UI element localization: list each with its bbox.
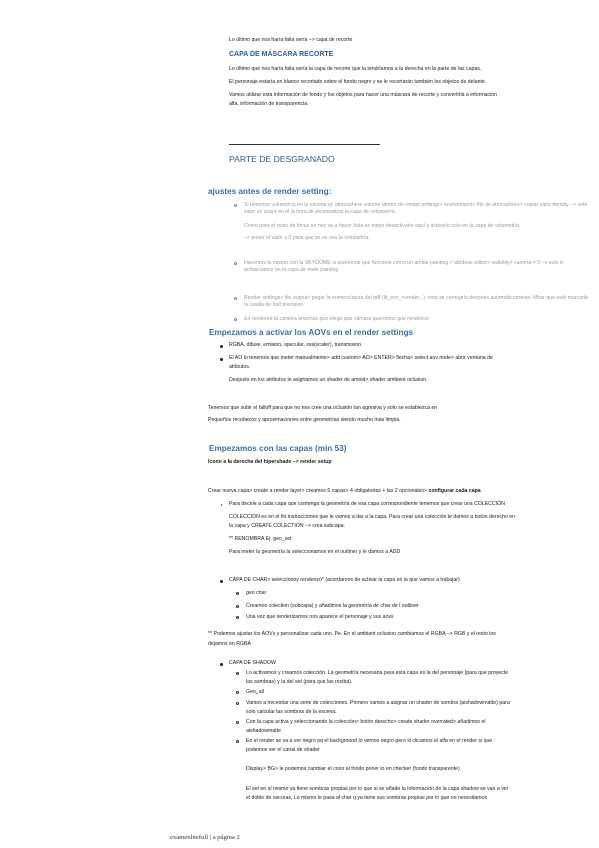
- hollow-bullet-icon: [234, 297, 237, 300]
- capa-shadow-item: podemos ver el canal de shader: [246, 747, 320, 753]
- aov-bullet: RGBA, difuse, emision, specular, sss(scater), transmision: [229, 342, 362, 348]
- heading-aovs: Empezamos a activar los AOVs en el render settings: [209, 328, 414, 337]
- capa-shadow-item: En el render se va a ver negro pq el background lo vemos negro pero si clicamos el alfa en el render si que: [246, 738, 493, 744]
- capa-char-item: geo char: [246, 590, 267, 596]
- aov-bullet: Después en los atributos le asignamos un shader de amoid> shader ambient oclusion.: [229, 377, 428, 383]
- capas-paragraph: la capa y CREATE COLECTION –> crea subcapa.: [229, 523, 345, 529]
- capa-char-item: Creamos colection (subcapa) y añadimos la geometría de char de l outliner: [246, 603, 419, 609]
- heading-capa-mascara: CAPA DE MÁSCARA RECORTE: [229, 51, 334, 58]
- capa-shadow-item: Vamos a necesitar una serie de colecciones. Primero vamos a asignar un shader de sombra (aishadowmatte) para: [246, 700, 510, 706]
- intro-line: alfa, información de transparencia.: [229, 101, 309, 107]
- capa-shadow-item: Con la capa activa y seleccionando la colección> botón derecho> create shader overrated> añadimos el: [246, 719, 486, 725]
- capa-shadow-item: Lo activamos y creamos colección. La geometría necesaria para esta capa es la del personaje (para que proyecte: [246, 670, 509, 676]
- bullet-icon: [220, 345, 223, 348]
- hollow-bullet-icon: [236, 721, 239, 724]
- hollow-bullet-icon: [234, 318, 237, 321]
- heading-render-settings: ajustes antes de render setting:: [208, 187, 332, 196]
- hollow-bullet-icon: [236, 616, 239, 619]
- arrow-bullet-icon: [221, 504, 223, 506]
- create-layer-line: [208, 488, 481, 495]
- subheading-render-setup: Icono a la derecha del hipershade –> render setup: [208, 459, 332, 465]
- aov-note: Tenemos que subir el falloff para que no nos cree una oclusión tan agresiva y solo se establezca en: [208, 405, 438, 411]
- capa-char-bullet: CAPA DE CHAR> seleccionoy renderizo* (acordarnos de activar la capa en la que vamos a trabajar): [229, 577, 460, 583]
- capas-paragraph: Para decirle a cada capa que contenga la geometría de esa capa correspondiente tenemos que crear una COLECCIÓN: [229, 501, 505, 507]
- hollow-bullet-icon: [234, 262, 237, 265]
- hollow-bullet-icon: [234, 204, 237, 207]
- hollow-bullet-icon: [236, 672, 239, 675]
- capa-shadow-display: Display> BG> le podemos cambiar el color al fondo poner lo en checker (fondo transparente): [246, 766, 460, 772]
- separator-rule: [229, 144, 380, 145]
- intro-line: Lo último que nos haría falta sería –> capa de recorte: [229, 37, 353, 43]
- render-setting-item: En rendered la cámera tenemos que elegir que cámara queremos que renderice: [244, 316, 429, 322]
- hollow-bullet-icon: [236, 592, 239, 595]
- capas-paragraph: Para meter la geometría la seleccionamos en el outliner y le damos a ADD: [229, 549, 401, 555]
- hollow-bullet-icon: [236, 691, 239, 694]
- capa-shadow-note: El set en sí mismo ya tiene sombras propias por lo que si se añade la información de la capa shadow se van a ver: [246, 786, 509, 792]
- aov-bullet: El AO lo tenemos que meter manualmente> add custom> AO> ENTER> flecha> select aov node> abrir ventana de: [229, 355, 493, 361]
- aov-note: Pequeños recobecos y aproximaciones entre geometrías siendo mucho más limpia.: [208, 417, 401, 423]
- bullet-icon: [220, 580, 223, 583]
- render-setting-item: Hacemos lo mismo con la SKYDOME si queremos que funcione como un ambie painting > attribute editor> visibility> camera = 0 –> solo lo activaríamos en la capa de male painting: [244, 260, 564, 273]
- intro-line: Vamos utilizar esta información de fondo y los objetos para hacer una máscara de recorte y convertirla a información: [229, 92, 498, 98]
- hollow-bullet-icon: [236, 740, 239, 743]
- capa-shadow-bullet: CAPA DE SHADOW: [229, 660, 276, 666]
- capa-shadow-note: el doble de oscuras, Lo mismo le pasa al char q ya tiene sus sombras propias por lo que no necesitamos: [246, 795, 488, 801]
- render-setting-item: Render settings> file output> pegar la nomenclatura del pdf (lit_scn_<render...), esto se corregiría después automáticamente. Mirar que esté marcada la casilla de half precision: [244, 295, 588, 308]
- create-layer-text: Crear nueva capa> create a render layer> creamos 6 capas> 4 obligatorias + las 2 opcionales>: [208, 488, 429, 494]
- hollow-bullet-icon: [236, 702, 239, 705]
- aov-bullet: atributos.: [229, 364, 251, 370]
- capas-paragraph: COLECCIÓN es en el fin instrucciones que le vamos a dar a la capa. Para crear una colección le damos a botón derecho en: [229, 514, 516, 520]
- section-title-desgranado: PARTE DE DESGRANADO: [229, 154, 335, 164]
- capas-rename: ** RENOMBRA Ej: geo_set: [229, 536, 292, 542]
- capa-char-item: Una vez que renderizamos nos aparece el personaje y sus aovs: [246, 614, 394, 620]
- intro-line: El personaje estaría en blanco recortado sobre el fondo negro y se le recortarán también los objetos de delante.: [229, 79, 487, 85]
- intro-line: Lo último que nos haría falta sería la capa de recorte que la tendríamos a la derecha en la parte de las capas.: [229, 66, 482, 72]
- render-setting-item: Si tenemos volumetría en la escena ej: atmosphere volume dentro de render settings> environment> file de atmosphere> copiar valor density –> este valor se usará en el la hora de personalizar la capa de volumetría.: [244, 202, 588, 215]
- render-setting-item: Como para el resto de focus no nos va a hacer falta es mejor desactivarlo aquí y activarlo solo en la capa de volumetría: [244, 223, 520, 229]
- capa-char-note: dejamos en RGBA: [208, 641, 251, 647]
- capa-char-note: ** Podemos ajustar los AOVs y personalizar cada uno. Pe. En el ambient oclusion cambiamos el RGBA –> RGB y el resto los: [208, 631, 496, 637]
- heading-capas: Empezamos con las capas (min 53): [209, 444, 347, 453]
- page-footer: examenlitefull | a página 2: [170, 834, 240, 841]
- capa-shadow-item: solo calcular las sombras de la escena.: [246, 709, 337, 715]
- render-setting-item: –> poner el valor a 0 para que no se vea la volumetría.: [244, 235, 370, 241]
- hollow-bullet-icon: [236, 605, 239, 608]
- capa-shadow-item: las sombras) y la del set (para que las reciba).: [246, 679, 353, 685]
- bullet-icon: [220, 663, 223, 666]
- bullet-icon: [220, 358, 223, 361]
- create-layer-bold: configurar cada capa: [428, 488, 481, 494]
- capa-shadow-item: aishadowmatte: [246, 728, 281, 734]
- capa-shadow-item: Geo_all: [246, 689, 264, 695]
